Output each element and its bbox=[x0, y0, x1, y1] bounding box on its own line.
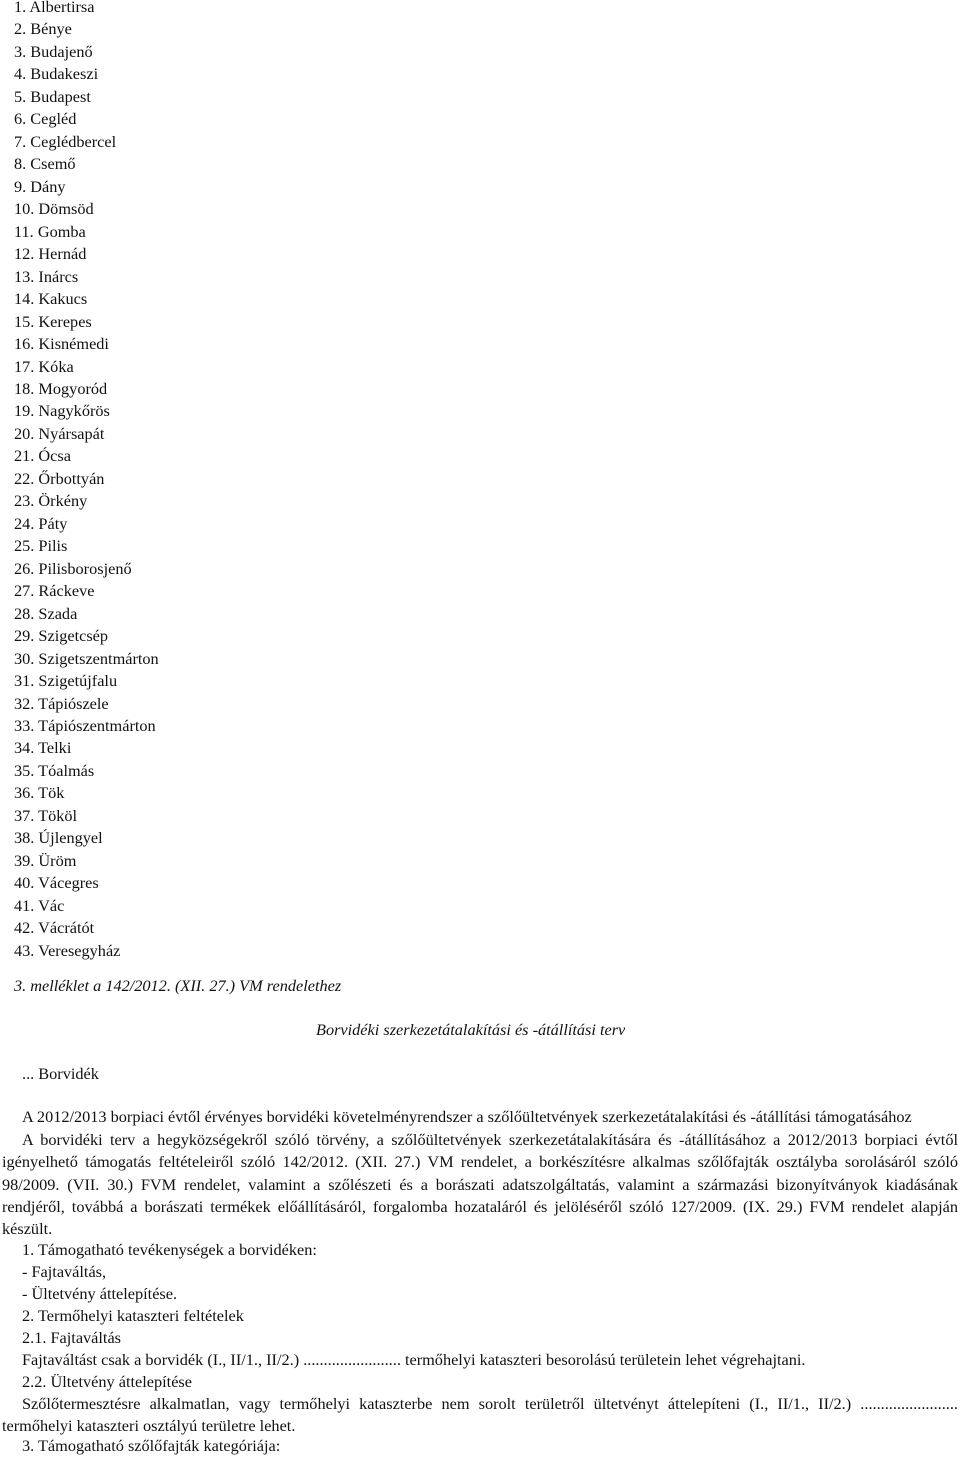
list-item: 38. Újlengyel bbox=[14, 828, 103, 848]
list-item: 2. Bénye bbox=[14, 19, 72, 39]
intro-paragraph: A borvidéki terv a hegyközségekről szóló törvény, a szőlőültetvények szerkezetátalakítására és -átállításához a 2012/2013 borpiaci évtől igényelhető támogatás feltételeiről szóló 142/2012. (XII. 27.) VM rendelet, a borkészítésre alkalmas szőlőfajták osztályba sorolásáról szóló 98/2009. (VII. 30.) FVM rendelet, valamint a szőlészeti és a borászati adatszolgáltatás, valamint a származási bizonyítványok kiadásának rendjéről, továbbá a borászati termékek előállításáról, forgalomba hozataláról és jelöléséről szóló 127/2009. (IX. 29.) FVM rendelet alapján készült. bbox=[2, 1130, 958, 1239]
list-item: 37. Tököl bbox=[14, 805, 78, 825]
list-item: 11. Gomba bbox=[14, 221, 86, 241]
region-line: ... Borvidék bbox=[22, 1064, 99, 1083]
list-item: 13. Inárcs bbox=[14, 266, 79, 286]
list-item: 8. Csemő bbox=[14, 154, 76, 174]
list-item: 4. Budakeszi bbox=[14, 64, 99, 84]
activity-item-attelepites: - Ültetvény áttelepítése. bbox=[22, 1284, 178, 1303]
list-item: 31. Szigetújfalu bbox=[14, 671, 118, 691]
activity-item-fajtavaltas: - Fajtaváltás, bbox=[22, 1262, 107, 1281]
list-item: 6. Cegléd bbox=[14, 109, 77, 129]
section-2-1-heading: 2.1. Fajtaváltás bbox=[22, 1328, 122, 1347]
list-item: 15. Kerepes bbox=[14, 311, 92, 331]
plan-title: Borvidéki szerkezetátalakítási és -átállítási terv bbox=[316, 1020, 626, 1039]
list-item: 36. Tök bbox=[14, 783, 65, 803]
municipality-list bbox=[14, 0, 159, 962]
list-item: 40. Vácegres bbox=[14, 873, 99, 893]
list-item: 20. Nyársapát bbox=[14, 423, 105, 443]
list-item: 32. Tápiószele bbox=[14, 693, 109, 713]
list-item: 25. Pilis bbox=[14, 536, 68, 556]
list-item: 41. Vác bbox=[14, 895, 65, 915]
list-item: 18. Mogyoród bbox=[14, 378, 108, 398]
list-item: 10. Dömsöd bbox=[14, 199, 94, 219]
list-item: 17. Kóka bbox=[14, 356, 74, 376]
list-item: 43. Veresegyház bbox=[14, 940, 121, 960]
section-2-heading: 2. Termőhelyi kataszteri feltételek bbox=[22, 1306, 244, 1325]
list-item: 21. Ócsa bbox=[14, 446, 71, 466]
list-item: 29. Szigetcsép bbox=[14, 626, 109, 646]
list-item: 14. Kakucs bbox=[14, 289, 88, 309]
list-item: 28. Szada bbox=[14, 603, 78, 623]
list-item: 3. Budajenő bbox=[14, 41, 93, 61]
fajtavaltas-text: Fajtaváltást csak a borvidék (I., II/1., II/2.) ........................ termőhelyi kataszteri besorolású területein lehet végrehajtani. bbox=[22, 1350, 806, 1369]
list-item: 34. Telki bbox=[14, 738, 72, 758]
list-item: 19. Nagykőrös bbox=[14, 401, 110, 421]
section-1-heading: 1. Támogatható tevékenységek a borvidéken: bbox=[22, 1240, 317, 1259]
list-item: 39. Üröm bbox=[14, 850, 77, 870]
intro-line: A 2012/2013 borpiaci évtől érvényes borvidéki követelményrendszer a szőlőültetvények szerkezetátalakítási és -átállítási támogatásához bbox=[22, 1107, 912, 1126]
section-3-heading: 3. Támogatható szőlőfajták kategóriája: bbox=[22, 1436, 281, 1455]
list-item: 23. Örkény bbox=[14, 491, 88, 511]
list-item: 22. Őrbottyán bbox=[14, 468, 105, 488]
list-item: 30. Szigetszentmárton bbox=[14, 648, 159, 668]
list-item: 24. Páty bbox=[14, 513, 68, 533]
list-item: 35. Tóalmás bbox=[14, 760, 95, 780]
list-item: 16. Kisnémedi bbox=[14, 334, 109, 354]
list-item: 5. Budapest bbox=[14, 86, 91, 106]
list-item: 27. Ráckeve bbox=[14, 581, 95, 601]
section-2-2-heading: 2.2. Ültetvény áttelepítése bbox=[22, 1372, 192, 1391]
list-item: 1. Albertirsa bbox=[14, 0, 95, 16]
annex-heading: 3. melléklet a 142/2012. (XII. 27.) VM rendelethez bbox=[14, 976, 342, 995]
list-item: 7. Ceglédbercel bbox=[14, 131, 117, 151]
list-item: 33. Tápiószentmárton bbox=[14, 716, 156, 735]
list-item: 42. Vácrátót bbox=[14, 918, 95, 938]
list-item: 9. Dány bbox=[14, 176, 66, 196]
list-item: 12. Hernád bbox=[14, 244, 87, 264]
attelepites-paragraph: Szőlőtermesztésre alkalmatlan, vagy termőhelyi kataszterbe nem sorolt területről ültetvényt áttelepíteni (I., II/1., II/2.) ........................ termőhelyi kataszteri osztályú területre lehet. bbox=[2, 1394, 958, 1436]
list-item: 26. Pilisborosjenő bbox=[14, 558, 132, 578]
